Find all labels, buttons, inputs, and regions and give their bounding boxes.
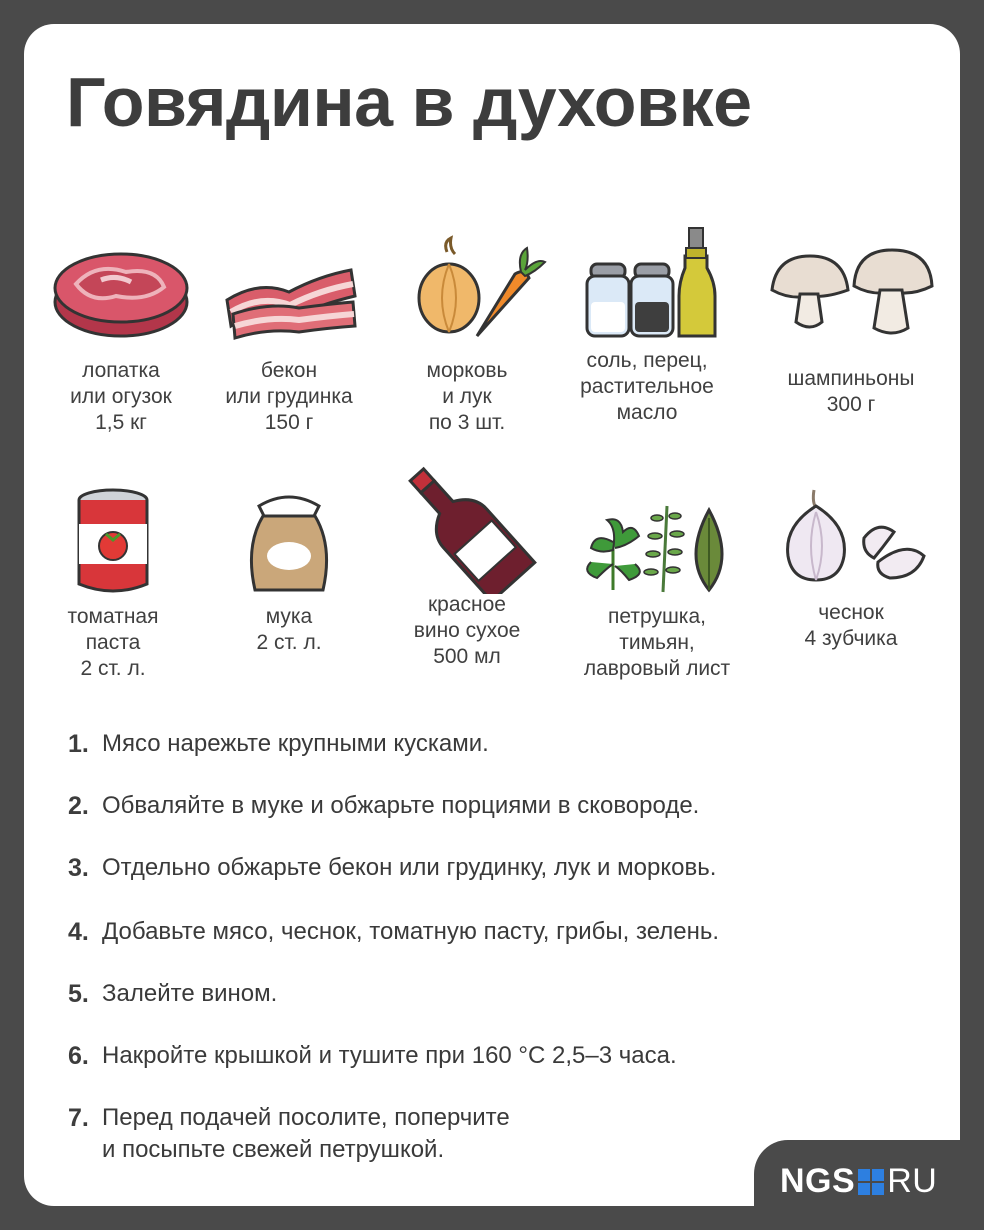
ingredient-label: томатная паста 2 ст. л. bbox=[67, 605, 159, 680]
ingredient-mushrooms bbox=[756, 240, 946, 418]
salt-pepper-oil-icon bbox=[567, 222, 727, 352]
step-text: Мясо нарежьте крупными кусками. bbox=[102, 730, 489, 757]
ingredient-label: соль, перец, растительное масло bbox=[580, 349, 714, 424]
step-item bbox=[68, 852, 716, 885]
mushrooms-icon bbox=[766, 240, 936, 340]
step-text: Залейте вином. bbox=[102, 980, 278, 1007]
step-number: 3. bbox=[68, 854, 89, 882]
step-number: 2. bbox=[68, 792, 89, 820]
ingredient-wine bbox=[372, 462, 562, 670]
carrot-onion-icon bbox=[387, 232, 547, 352]
ingredient-label: бекон или грудинка 150 г bbox=[225, 359, 353, 434]
step-item bbox=[68, 978, 277, 1011]
step-text: Перед подачей посолите, поперчите и посыпьте свежей петрушкой. bbox=[102, 1104, 510, 1163]
bacon-icon bbox=[209, 232, 369, 352]
ngs-logo: NGS RU bbox=[780, 1162, 938, 1200]
ingredient-label: петрушка, тимьян, лавровый лист bbox=[583, 605, 731, 680]
step-number: 6. bbox=[68, 1042, 89, 1070]
ingredient-tomato-paste bbox=[18, 488, 208, 682]
ingredient-meat bbox=[26, 232, 216, 436]
ingredient-salt-pepper-oil bbox=[552, 222, 742, 426]
herbs-icon bbox=[577, 502, 737, 594]
step-text: Отдельно обжарьте бекон или грудинку, лук и морковь. bbox=[102, 854, 717, 881]
page-title: Говядина в духовке bbox=[66, 63, 752, 141]
step-item bbox=[68, 916, 719, 949]
step-number: 4. bbox=[68, 918, 89, 946]
ingredient-label: красное вино сухое 500 мл bbox=[413, 593, 521, 668]
ingredient-flour bbox=[194, 486, 384, 656]
step-text: Добавьте мясо, чеснок, томатную пасту, грибы, зелень. bbox=[102, 918, 720, 945]
step-item bbox=[68, 728, 489, 761]
tomato-can-icon bbox=[68, 488, 158, 596]
wine-bottle-icon bbox=[397, 462, 537, 594]
ingredient-label: морковь и лук по 3 шт. bbox=[426, 359, 508, 434]
meat-steak-icon bbox=[46, 232, 196, 352]
ingredient-label: лопатка или огузок 1,5 кг bbox=[70, 359, 172, 434]
ingredient-label: мука 2 ст. л. bbox=[256, 605, 322, 654]
ingredient-label: чеснок 4 зубчика bbox=[804, 601, 898, 650]
step-number: 5. bbox=[68, 980, 89, 1008]
garlic-icon bbox=[766, 486, 936, 590]
ingredient-label: шампиньоны 300 г bbox=[787, 367, 915, 416]
flour-sack-icon bbox=[239, 486, 339, 596]
ingredient-garlic bbox=[756, 486, 946, 652]
step-text: Накройте крышкой и тушите при 160 °С 2,5–3 часа. bbox=[102, 1042, 677, 1069]
step-item bbox=[68, 1102, 510, 1166]
step-item bbox=[68, 790, 699, 823]
step-text: Обваляйте в муке и обжарьте порциями в сковороде. bbox=[102, 792, 700, 819]
ingredient-carrot-onion bbox=[372, 232, 562, 436]
step-number: 7. bbox=[68, 1104, 89, 1132]
ingredient-herbs bbox=[562, 502, 752, 682]
step-number: 1. bbox=[68, 730, 89, 758]
ingredient-bacon bbox=[194, 232, 384, 436]
step-item bbox=[68, 1040, 677, 1073]
logo-squares-icon bbox=[858, 1169, 884, 1195]
